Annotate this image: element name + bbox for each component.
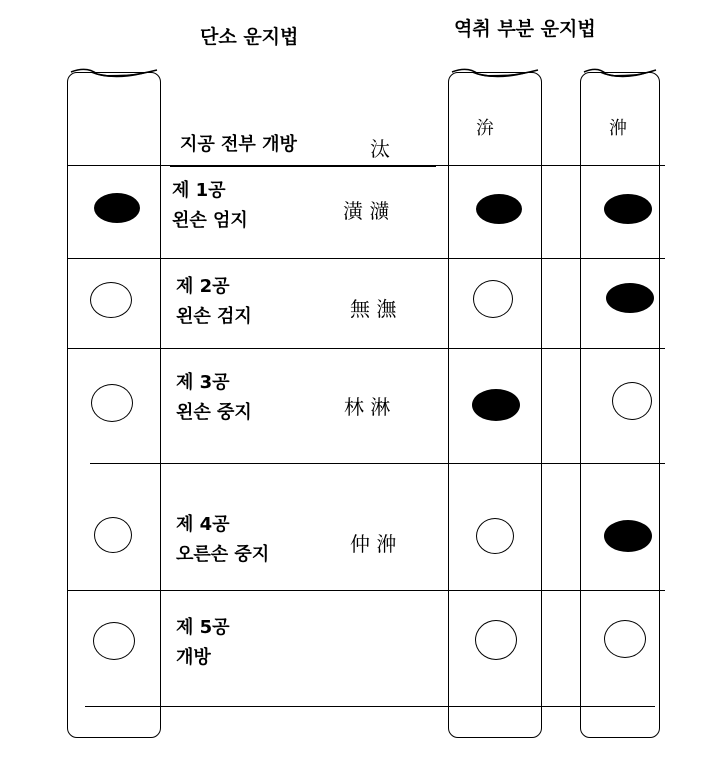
mouthpiece-single-icon [67,66,161,86]
top-label-underline [170,166,436,167]
hole-1-alt1 [476,194,522,224]
row-divider-5 [67,590,665,591]
hole-5-alt1 [475,620,517,660]
row-4-line2: 오른손 중지 [176,544,270,565]
mouthpiece-alt2-icon [580,66,660,86]
hole-4-alt1 [476,518,514,554]
hole-2-alt2 [606,283,654,313]
row-1-line1: 제 1공 [172,180,226,201]
row-4-hanja: 仲 㳞 [350,532,397,556]
mouthpiece-alt1-icon [448,66,542,86]
alt2-top-hanja: 㳞 [609,118,627,139]
row-divider-6 [85,706,655,707]
row-2-hanja: 無 潕 [350,297,397,321]
hole-1-alt2 [604,194,652,224]
row-1-line2: 왼손 엄지 [172,210,248,231]
row-divider-3 [67,348,665,349]
row-3-line1: 제 3공 [176,372,230,393]
hole-2-single [90,282,132,318]
hole-3-single [91,384,133,422]
hole-4-alt2 [604,520,652,552]
all-open-hanja: 汰 [370,137,390,161]
single-fingering-header: 단소 운지법 [200,26,299,48]
row-3-line2: 왼손 중지 [176,402,252,423]
row-2-line2: 왼손 검지 [176,306,252,327]
hole-5-single [93,622,135,660]
alternate-fingering-header: 역취 부분 운지법 [454,18,596,40]
row-divider-4 [90,463,665,464]
row-divider-1 [67,165,665,166]
row-5-line1: 제 5공 [176,617,230,638]
row-3-hanja: 林 淋 [344,395,391,419]
row-1-hanja: 潢 㶂 [343,199,390,223]
alt1-top-hanja: 㳎 [476,118,494,139]
row-4-line1: 제 4공 [176,514,230,535]
hole-2-alt1 [473,280,513,318]
hole-3-alt1 [472,389,520,421]
all-open-label: 지공 전부 개방 [180,134,297,155]
hole-1-single [94,193,140,223]
hole-3-alt2 [612,382,652,420]
hole-5-alt2 [604,620,646,658]
hole-4-single [94,517,132,553]
row-5-line2: 개방 [176,647,211,668]
row-2-line1: 제 2공 [176,276,230,297]
row-divider-2 [67,258,665,259]
